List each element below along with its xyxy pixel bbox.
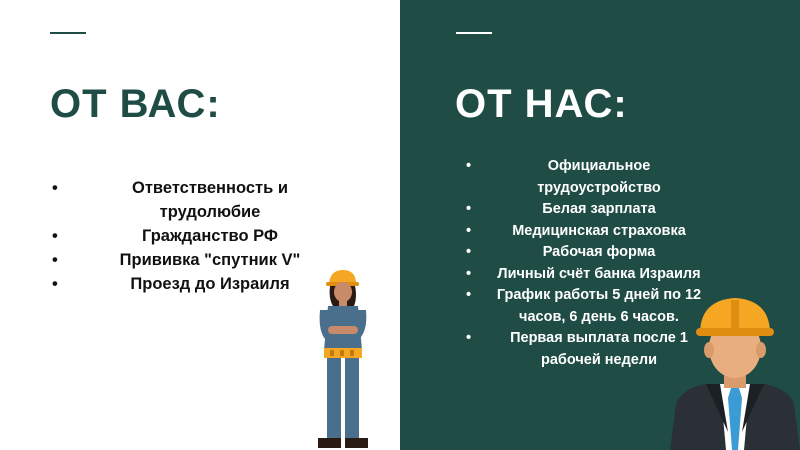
male-engineer-illustration: [670, 292, 800, 450]
right-panel: [400, 0, 800, 450]
list-item: • Белая зарплата: [462, 199, 712, 221]
list-item: • График работы 5 дней по 12 часов, 6 день 6 часов.: [462, 285, 712, 328]
left-heading: ОТ ВАС:: [50, 82, 221, 126]
left-accent-dash: [50, 32, 86, 34]
list-item: • Официальное трудоустройство: [462, 156, 712, 199]
list-item: • Рабочая форма: [462, 242, 712, 264]
list-item: • Проезд до Израиля: [50, 272, 340, 296]
list-item: • Гражданство РФ: [50, 224, 340, 248]
list-item: • Медицинская страховка: [462, 221, 712, 243]
list-item: • Личный счёт банка Израиля: [462, 264, 712, 286]
right-heading: ОТ НАС:: [455, 82, 628, 126]
right-accent-dash: [456, 32, 492, 34]
list-item: • Первая выплата после 1 рабочей недели: [462, 328, 712, 371]
list-item: • Прививка "спутник V": [50, 248, 340, 272]
list-item: • Ответственность и трудолюбие: [50, 176, 340, 224]
requirements-list: [50, 176, 340, 296]
female-worker-illustration: [308, 266, 378, 450]
